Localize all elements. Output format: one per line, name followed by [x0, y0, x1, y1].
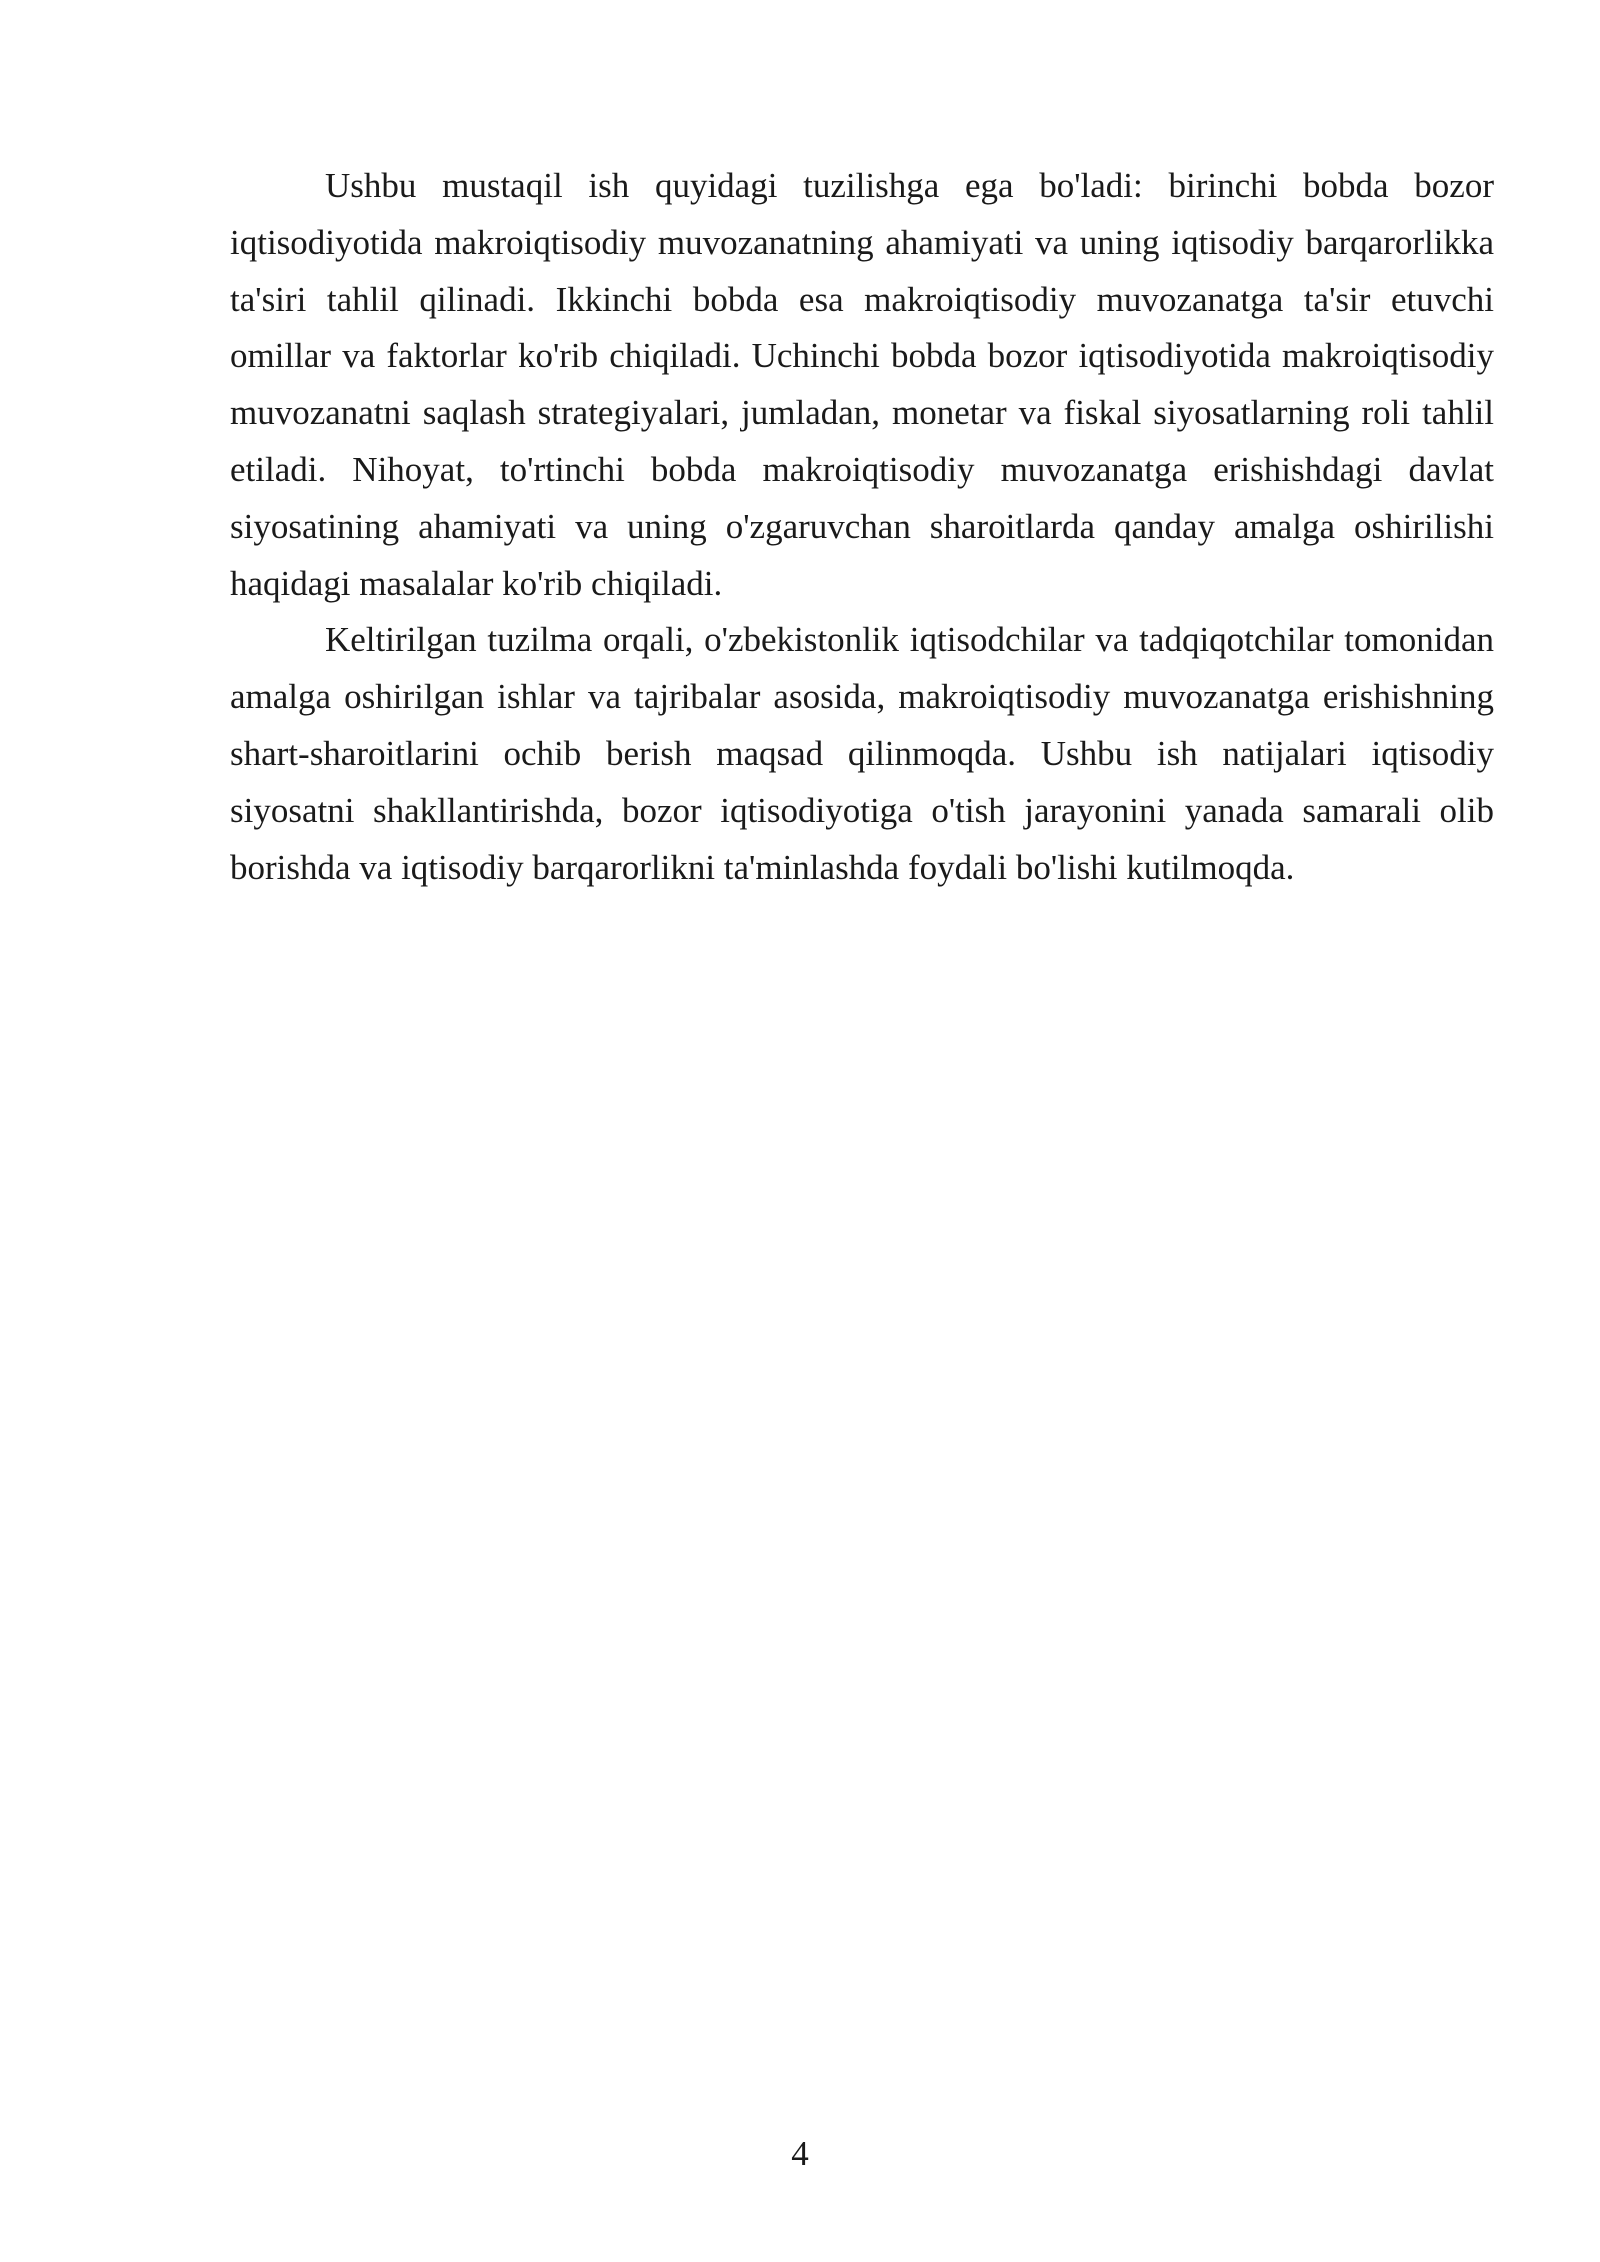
body-text — [230, 158, 1494, 896]
page-number: 4 — [791, 2134, 809, 2173]
paragraph-structure-overview: Ushbu mustaqil ish quyidagi tuzilishga ega bo'ladi: birinchi bobda bozor iqtisodiyotida makroiqtisodiy muvozanatning ahamiyati va uning iqtisodiy barqarorlikka ta'siri tahlil qilinadi. Ikkinchi bobda esa makroiqtisodiy muvozanatga ta'sir etuvchi omillar va faktorlar ko'rib chiqiladi. Uchinchi bobda bozor iqtisodiyotida makroiqtisodiy muvozanatni saqlash strategiyalari, jumladan, monetar va fiskal siyosatlarning roli tahlil etiladi. Nihoyat, to'rtinchi bobda makroiqtisodiy muvozanatga erishishdagi davlat siyosatining ahamiyati va uning o'zgaruvchan sharoitlarda qanday amalga oshirilishi haqidagi masalalar ko'rib chiqiladi. — [230, 166, 1494, 603]
paragraph-goals: Keltirilgan tuzilma orqali, o'zbekistonlik iqtisodchilar va tadqiqotchilar tomonidan amalga oshirilgan ishlar va tajribalar asosida, makroiqtisodiy muvozanatga erishishning shart-sharoitlarini ochib berish maqsad qilinmoqda. Ushbu ish natijalari iqtisodiy siyosatni shakllantirishda, bozor iqtisodiyotiga o'tish jarayonini yanada samarali olib borishda va iqtisodiy barqarorlikni ta'minlashda foydali bo'lishi kutilmoqda. — [230, 620, 1494, 887]
